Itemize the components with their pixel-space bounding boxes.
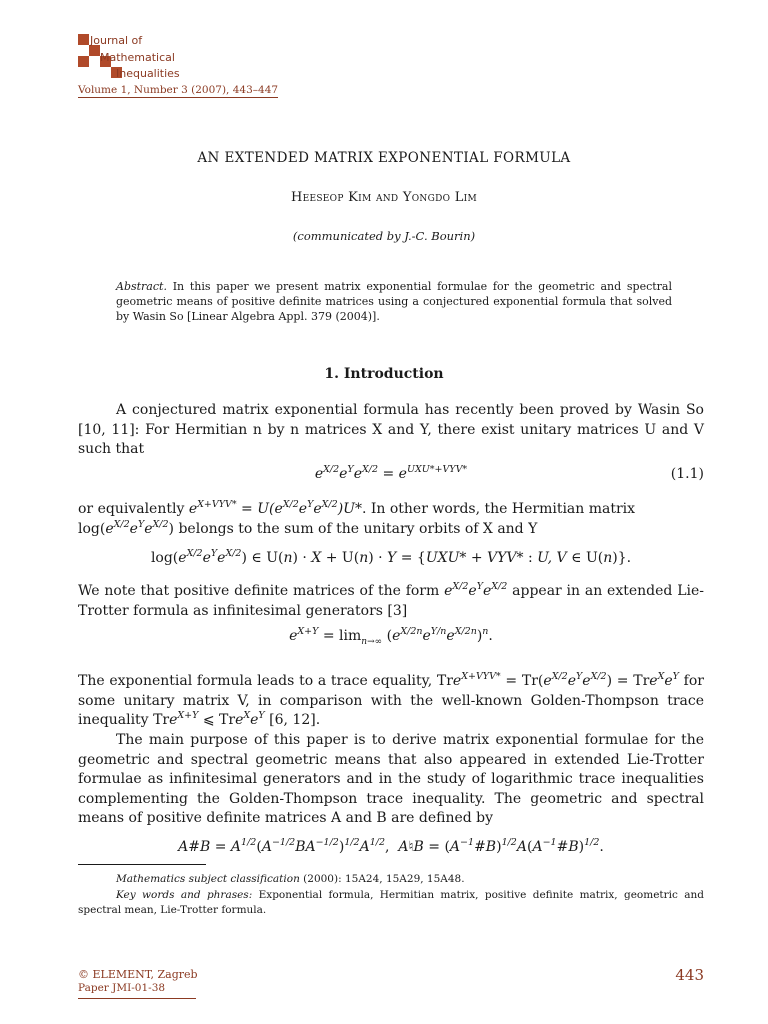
communicated-by: (communicated by J.-C. Bourin) bbox=[292, 229, 476, 243]
paper-authors: Heeseop Kim and Yongdo Lim bbox=[290, 190, 478, 205]
section-heading: 1. Introduction bbox=[324, 366, 444, 382]
equation-means: A#B = $A^{1/2}(A^{-1/2}BA^{-1/2})^{1/2}A^{1/2}$, A♮B = $(A^{-1}\#B)^{1/2}A(A^{-1}\#B)^{1/2}$. bbox=[178, 837, 604, 855]
paragraph-positive-definite: We note that positive definite matrices of the form $e^{X/2}e^Ye^{X/2}$ appear in an extended Lie-Trotter formula as infinitesimal generators [3] bbox=[78, 581, 704, 619]
paragraph-main-purpose: The main purpose of this paper is to derive matrix exponential formulae for the geometric and spectral geometric means that also appeared in extended Lie-Trotter formulae as infinitesimal generators and in the study of logarithmic trace inequalities complementing the Golden-Thompson trace inequality. The geometric and spectral means of positive definite matrices A and B are defined by bbox=[78, 732, 704, 826]
volume-info: Volume 1, Number 3 (2007), 443–447 bbox=[78, 84, 279, 96]
footnote-msc: Mathematics subject classification (2000): 15A24, 15A29, 15A48. bbox=[116, 873, 465, 885]
footnote-keywords: Key words and phrases: Exponential formula, Hermitian matrix, positive definite matrix, geometric and spectral mean, Lie-Trotter formula. bbox=[78, 889, 704, 916]
journal-name-line3: Inequalities bbox=[116, 67, 180, 80]
paragraph-equivalently: or equivalently $e^{X+VYV*} = U(e^{X/2}e^Ye^{X/2})U*$. In other words, the Hermitian matrix $\log(e^{X/2}e^Ye^{X/2})$ belongs to the sum of the unitary orbits of X and Y bbox=[78, 499, 636, 537]
paper-id: Paper JMI-01-38 bbox=[78, 982, 166, 994]
equation-1-1: $e^{X/2}e^Ye^{X/2} = e^{UXU*+VYV*}$ (1.1) bbox=[314, 464, 704, 482]
journal-name-line1: Journal of bbox=[90, 34, 143, 47]
logo-square bbox=[78, 56, 89, 67]
abstract-label: Abstract. bbox=[116, 280, 167, 293]
equation-log-orbit: $\log(e^{X/2}e^Ye^{X/2})$ ∈ U(n) · X + U(n) · Y = {UXU* + VYV* : U, V ∈ U(n)}. bbox=[150, 548, 632, 566]
logo-square bbox=[78, 34, 89, 45]
abstract-text: In this paper we present matrix exponential formulae for the geometric and spectral geometric means of positive definite matrices using a conjectured exponential formula that solved by Wasin So [Linear Algebra Appl. 379 (2004)]. bbox=[116, 280, 673, 323]
journal-name-line2: Mathematical bbox=[100, 51, 175, 64]
paper-title: AN EXTENDED MATRIX EXPONENTIAL FORMULA bbox=[197, 150, 571, 166]
footnote-divider bbox=[78, 864, 206, 865]
equation-number: (1.1) bbox=[670, 466, 704, 482]
page-number: 443 bbox=[675, 966, 704, 984]
equation-lie-trotter: $e^{X+Y} = \lim_{n\to\infty} (e^{X/2n}e^{Y/n}e^{X/2n})^n$. bbox=[289, 626, 493, 647]
abstract bbox=[116, 279, 672, 324]
publisher-copyright: © ELEMENT, Zagreb bbox=[78, 968, 198, 981]
footer-divider bbox=[78, 998, 196, 999]
paragraph-trace-equality: The exponential formula leads to a trace equality, $Tre^{X+VYV*} = Tr(e^{X/2}e^Ye^{X/2}) = Tre^Xe^Y$ for some unitary matrix V, in comparison with the well-known Golden-Thompson trace inequality Tre$^{X+Y}$ ⩽ $Tre^Xe^Y$ [6, 12]. bbox=[78, 671, 704, 728]
paragraph-intro: A conjectured matrix exponential formula has recently been proved by Wasin So [10, 11]: For Hermitian n by n matrices X and Y, there exist unitary matrices U and V such that bbox=[78, 402, 704, 457]
